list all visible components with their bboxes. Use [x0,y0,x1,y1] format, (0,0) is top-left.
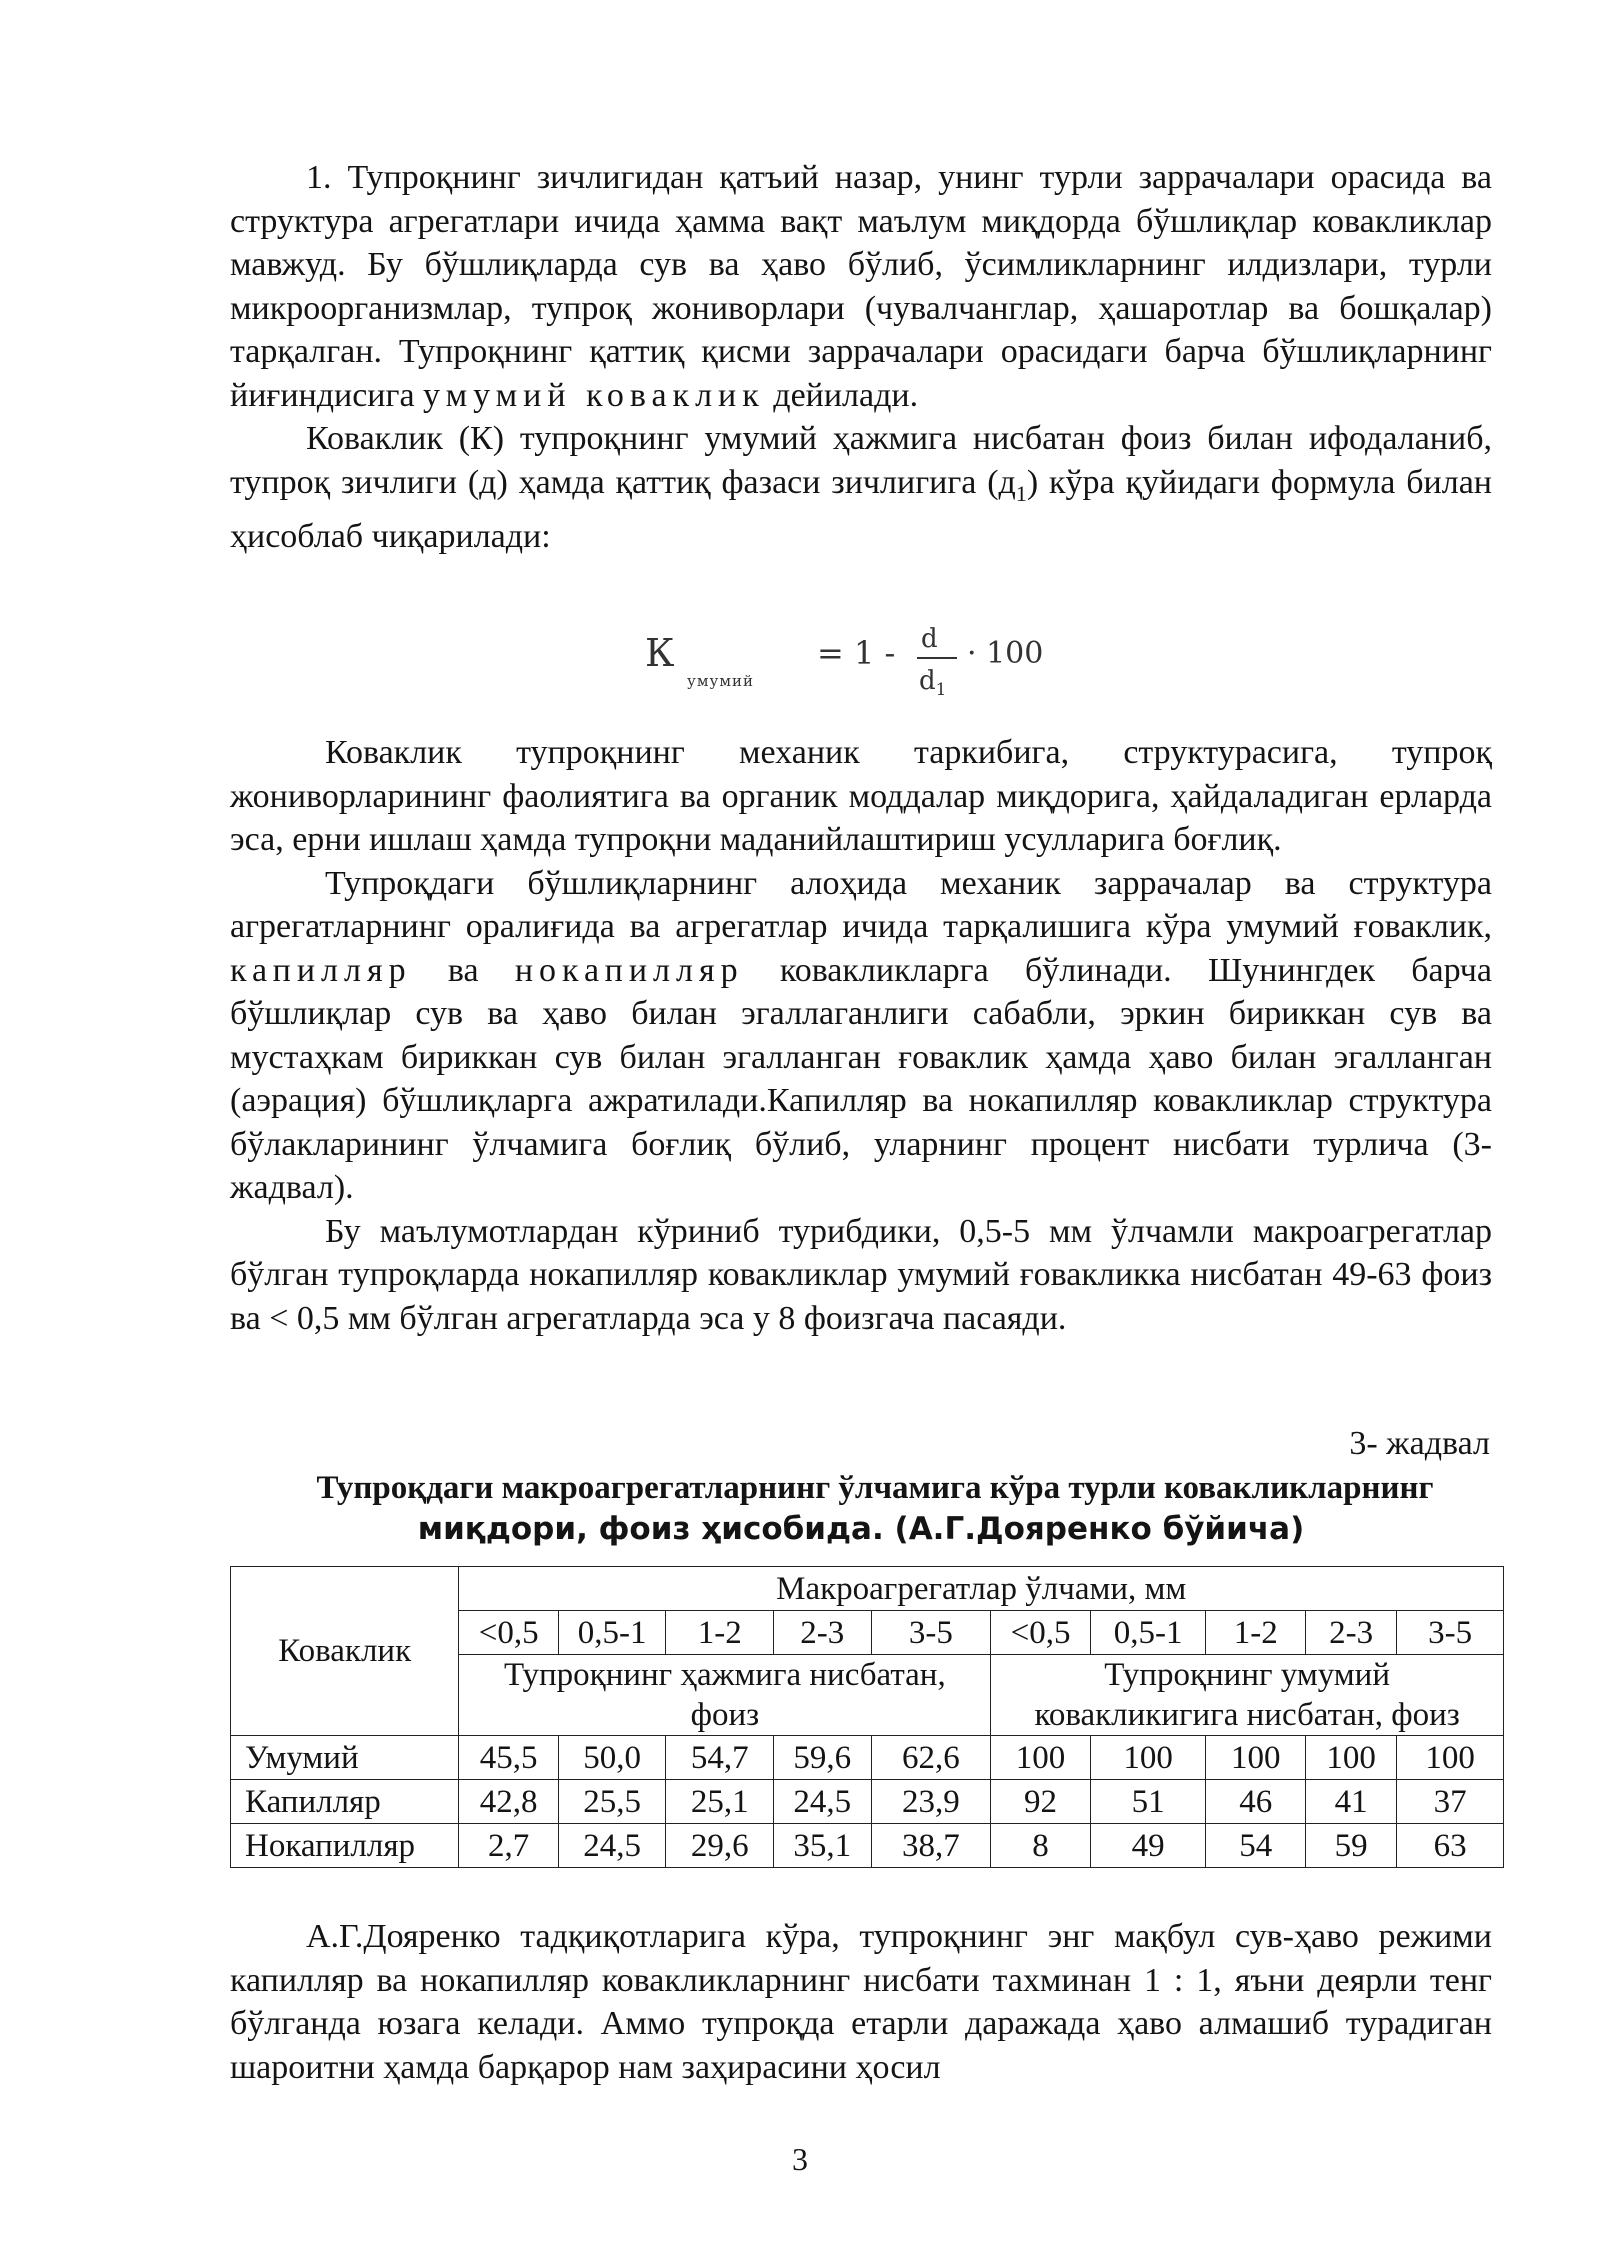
table-cell: 42,8 [459,1780,558,1824]
paragraph-4-conjunction: ва [411,951,515,989]
paragraph-4 [230,862,1492,1210]
table-cell: 49 [1090,1824,1206,1868]
porosity-table [230,1566,1504,1868]
paragraph-1 [230,156,1492,417]
paragraph-2-end: ) кўра қуйидаги формула билан ҳисоблаб чиқарилади: [230,463,1492,555]
table-cell: 25,5 [558,1780,666,1824]
table-cell: 37 [1397,1780,1504,1824]
table-size-header: <0,5 [459,1611,558,1655]
table-cell: 54 [1206,1824,1305,1868]
table-cell: 100 [1397,1736,1504,1780]
formula-denominator [919,660,946,713]
body-text-upper [230,156,1492,558]
table-row-header: Капилляр [231,1780,459,1824]
page-number: 3 [792,2141,808,2177]
body-text-middle [230,731,1492,1340]
table-cell: 100 [1090,1736,1206,1780]
paragraph-3: Коваклик тупроқнинг механик таркибига, структурасига, тупроқ жониворларининг фаолиятига ва органик моддалар миқдорига, ҳайдаладиган ерларда эса, ерни ишлаш ҳамда тупроқни маданийлаштириш усулларига боғлиқ. [230,734,1492,858]
table-size-header: 2-3 [774,1611,871,1655]
table-cell: 8 [991,1824,1090,1868]
table-cell: 51 [1090,1780,1206,1824]
paragraph-5: Бу маълумотлардан кўриниб турибдики, 0,5-5 мм ўлчамли макроагрегатлар бўлган тупроқларда нокапилляр ковакликлар умумий ғовакликка нисбатан 49-63 фоиз ва < 0,5 мм бўлган агрегатларда эса у 8 фоизгача пасаяди. [230,1212,1492,1337]
body-text-lower [230,1915,1492,2089]
table-row [231,1736,1504,1780]
table-size-header: 2-3 [1305,1611,1396,1655]
table-title-line-1: Тупроқдаги макроагрегатларнинг ўлчамига кўра турли ковакликларнинг [316,1470,1434,1506]
formula-lhs-subscript: умумий [687,672,754,690]
table-size-header: 0,5-1 [558,1611,666,1655]
table-cell: 46 [1206,1780,1305,1824]
table-cell: 54,7 [666,1736,774,1780]
table-subgroup-volume: Тупроқнинг ҳажмига нисбатан, фоиз [459,1655,991,1736]
table-cell: 24,5 [774,1780,871,1824]
table-header-row-1 [231,1567,1504,1611]
paragraph-1-end: дейилади. [764,376,919,414]
paragraph-2-subscript: 1 [1015,480,1027,506]
table-cell: 23,9 [871,1780,991,1824]
paragraph-1-text: 1. Тупроқнинг зичлигидан қатъий назар, унинг турли заррачалари орасида ва структура агрегатлари ичида ҳамма вақт маълум миқдорда бўшлиқлар ковакликлар мавжуд. Бу бўшлиқларда сув ва ҳаво бўлиб, ўсимликларнинг илдизлари, турли микроорганизмлар, тупроқ жониворлари (чувалчанглар, ҳашаротлар ва бошқалар) тарқалган. Тупроқнинг қаттиқ қисми заррачалари орасидаги барча бўшлиқларнинг йиғиндисига [230,159,1492,414]
table-group-header: Макроагрегатлар ўлчами, мм [459,1567,1504,1611]
table-size-header: 1-2 [666,1611,774,1655]
table-cell: 41 [1305,1780,1396,1824]
porosity-formula [645,618,1085,701]
table-size-header: <0,5 [991,1611,1090,1655]
table-subgroup-total-porosity: Тупроқнинг умумий ковакликигига нисбатан, фоиз [991,1655,1504,1736]
table-cell: 63 [1397,1824,1504,1868]
table-cell: 2,7 [459,1824,558,1868]
table-row-header: Нокапилляр [231,1824,459,1868]
paragraph-6: А.Г.Дояренко тадқиқотларига кўра, тупроқнинг энг мақбул сув-ҳаво режими капилляр ва нокапилляр ковакликларнинг нисбати тахминан 1 : 1, яъни деярли тенг бўлганда юзага келади. Аммо тупроқда етарли даражада ҳаво алмашиб турадиган шароитни ҳамда барқарор нам заҳирасини ҳосил [230,1918,1492,2086]
table-title-line-2: миқдори, фоиз ҳисобида. (А.Г.Дояренко бўйича) [417,1511,1305,1547]
table-cell: 59 [1305,1824,1396,1868]
table-cell: 38,7 [871,1824,991,1868]
paragraph-4-text: Тупроқдаги бўшлиқларнинг алоҳида механик заррачалар ва структура агрегатларнинг оралиғида ва агрегатлар ичида тарқалишига кўра умумий ғоваклик, [230,864,1492,945]
formula-equals: = 1 - [817,634,896,672]
table-cell: 25,1 [666,1780,774,1824]
table-row [231,1780,1504,1824]
table-size-header: 3-5 [1397,1611,1504,1655]
table-cell: 45,5 [459,1736,558,1780]
formula-multiplier: · 100 [967,636,1044,671]
table-corner-header: Коваклик [231,1567,459,1736]
formula-fraction-bar [917,657,957,659]
formula-denominator-text: d [919,666,936,696]
table-size-header: 3-5 [871,1611,991,1655]
table-cell: 59,6 [774,1736,871,1780]
paragraph-2-text: Коваклик (К) тупроқнинг умумий ҳажмига нисбатан фоиз билан ифодаланиб, тупроқ зичлиги (д) ҳамда қаттиқ фазаси зичлигига (д [230,420,1492,501]
table-cell: 24,5 [558,1824,666,1868]
table-size-header: 0,5-1 [1090,1611,1206,1655]
table-cell: 50,0 [558,1736,666,1780]
table-cell: 29,6 [666,1824,774,1868]
formula-lhs: К [645,631,675,675]
table-cell: 92 [991,1780,1090,1824]
table-cell: 35,1 [774,1824,871,1868]
paragraph-4-spaced-term-2: нокапилляр [514,951,744,989]
paragraph-4-spaced-term-1: капилляр [230,951,412,989]
table-label: 3- жадвал [1349,1425,1490,1462]
table-cell: 100 [991,1736,1090,1780]
paragraph-4-end: ковакликларга бўлинади. Шунингдек барча бўшлиқлар сув ва ҳаво билан эгаллаганлиги сабабли, эркин бириккан сув ва мустаҳкам бириккан сув билан эгалланган ғоваклик ҳамда ҳаво билан эгалланган (аэрация) бўшлиқларга ажратилади.Капилляр ва нокапилляр ковакликлар структура бўлакларининг ўлчамига боғлиқ бўлиб, уларнинг процент нисбати турлича (3-жадвал). [230,951,1492,1206]
table-cell: 62,6 [871,1736,991,1780]
table-row [231,1824,1504,1868]
formula-numerator: d [921,624,938,654]
table-size-header: 1-2 [1206,1611,1305,1655]
paragraph-2 [230,417,1492,558]
table-row-header: Умумий [231,1736,459,1780]
paragraph-1-spaced-term: умумий коваклик [423,376,765,414]
table-cell: 100 [1206,1736,1305,1780]
formula-denominator-subscript: 1 [935,680,947,701]
table-cell: 100 [1305,1736,1396,1780]
